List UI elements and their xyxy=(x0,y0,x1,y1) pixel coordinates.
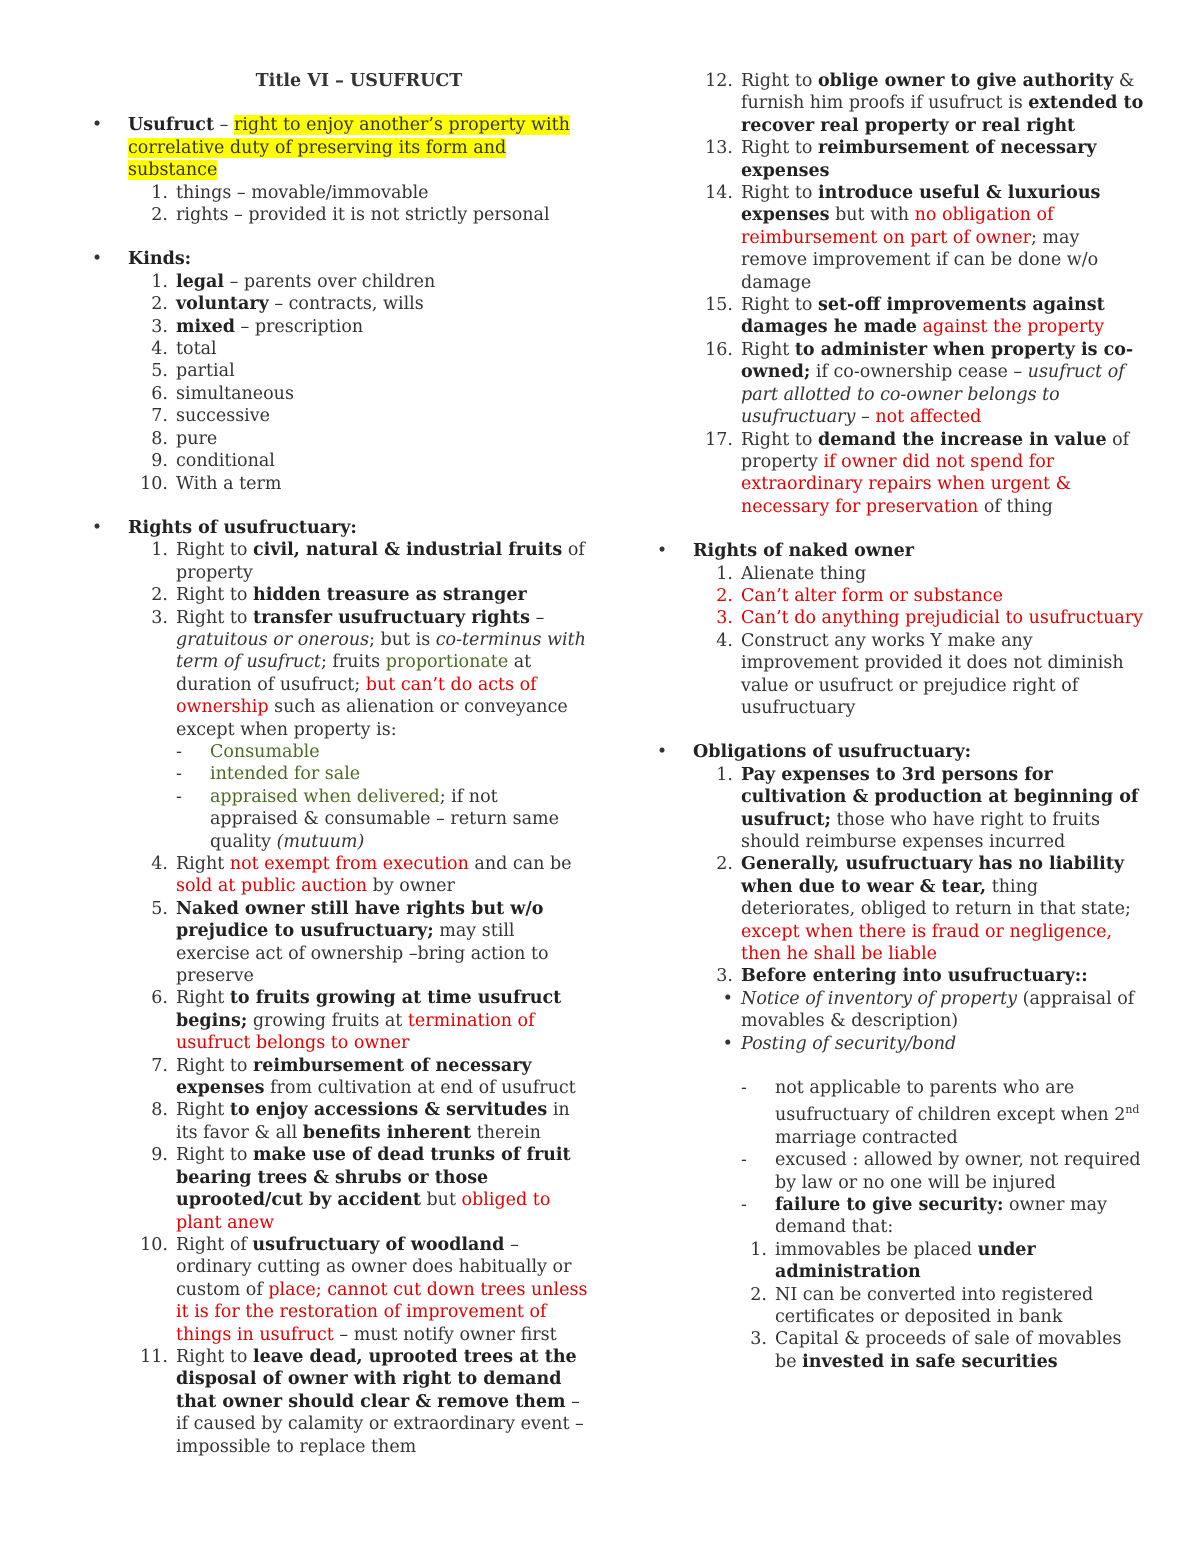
list-item: 12. Right to oblige owner to give authority & furnish him proofs if usufruct is extended to recover real property or real right xyxy=(705,71,1144,136)
bullet-icon: • xyxy=(656,541,668,562)
sub-item: - failure to give security: owner may demand that: xyxy=(741,1194,1107,1238)
list-item: 9. conditional xyxy=(151,451,275,472)
list-item: 7. Right to reimbursement of necessary expenses from cultivation at end of usufruct xyxy=(151,1055,576,1099)
obligations-heading: • Obligations of usufructuary: xyxy=(656,742,972,763)
usufruct-definition-text: right to enjoy another’s property with correlative duty of preserving its form and substance xyxy=(128,115,570,181)
list-item: 2. Can’t alter form or substance xyxy=(716,585,1003,606)
list-item: • Notice of inventory of property (appraisal of movables & description) xyxy=(655,988,1145,1033)
list-item: 1. Alienate thing xyxy=(716,563,867,584)
right-column xyxy=(655,70,1145,1373)
list-item: 1. legal – parents over children xyxy=(151,271,436,292)
list-item: 1. things – movable/immovable xyxy=(151,182,429,203)
list-item: 3. Can’t do anything prejudicial to usufructuary xyxy=(716,608,1144,629)
sub-item: - Consumable xyxy=(176,741,320,762)
list-item: 1. Right to civil, natural & industrial fruits of property xyxy=(151,540,585,583)
usufruct-term: Usufruct xyxy=(128,115,215,136)
list-item: 5. partial xyxy=(151,361,235,382)
list-item: 11. Right to leave dead, uprooted trees at the disposal of owner with right to demand that owner should clear & remove them – if caused by calamity or extraordinary event – impossible to replace them xyxy=(140,1346,584,1457)
list-item: 6. Right to fruits growing at time usufruct begins; growing fruits at termination of usufruct belongs to owner xyxy=(151,988,562,1054)
list-item: 3. mixed – prescription xyxy=(151,316,364,337)
list-item: 2. rights – provided it is not strictly personal xyxy=(151,205,550,226)
sub-item: 3. Capital & proceeds of sale of movables be invested in safe securities xyxy=(750,1329,1122,1372)
list-item: 17. Right to demand the increase in value of property if owner did not spend for extraordinary repairs when urgent & necessary for preservation of thing xyxy=(705,429,1130,517)
sub-item: - intended for sale xyxy=(176,764,361,785)
list-item: 10. With a term xyxy=(140,473,282,494)
bullet-icon: • xyxy=(722,1033,733,1054)
bullet-icon: • xyxy=(722,988,733,1009)
list-item: 7. successive xyxy=(151,406,271,427)
page-title: Title VI – USUFRUCT xyxy=(255,71,463,91)
bullet-icon: • xyxy=(91,517,103,538)
list-item: 8. Right to enjoy accessions & servitudes in its favor & all benefits inherent therein xyxy=(151,1100,570,1143)
list-item: 1. Pay expenses to 3rd persons for cultivation & production at beginning of usufruct; those who have right to fruits should reimburse expenses incurred xyxy=(716,764,1139,852)
list-item: 4. total xyxy=(151,339,217,360)
list-item: • Posting of security/bond xyxy=(655,1033,1145,1055)
sub-item: - not applicable to parents who are usufructuary of children except when 2nd marriage contracted xyxy=(741,1078,1140,1148)
list-item: 3. Before entering into usufructuary:: xyxy=(716,966,1088,987)
sub-item: - excused : allowed by owner, not required by law or no one will be injured xyxy=(741,1150,1141,1193)
list-item: 9. Right to make use of dead trunks of fruit bearing trees & shrubs or those uprooted/cut by accident but obliged to plant anew xyxy=(151,1145,571,1233)
list-item: 5. Naked owner still have rights but w/o prejudice to usufructuary; may still exercise act of ownership –bring action to preserve xyxy=(151,898,549,987)
list-item: 10. Right of usufructuary of woodland – ordinary cutting as owner does habitually or custom of place; cannot cut down trees unless it is for the restoration of improvement of things in usufruct – must notify owner first xyxy=(140,1234,588,1345)
sub-item: 2. NI can be converted into registered certificates or deposited in bank xyxy=(750,1284,1094,1327)
sub-item: 1. immovables be placed under administration xyxy=(750,1239,1036,1283)
list-item: 16. Right to administer when property is co-owned; if co-ownership cease – usufruct of part allotted to co-owner belongs to usufructuary – not affected xyxy=(705,339,1134,428)
list-item: 3. Right to transfer usufructuary rights – gratuitous or onerous; but is co-terminus with term of usufruct; fruits proportionate at duration of usufruct; but can’t do acts of ownership such as alienation or conveyance except when property is: xyxy=(151,607,586,740)
rights-owner-heading: • Rights of naked owner xyxy=(656,541,914,562)
list-item: 15. Right to set-off improvements against damages he made against the property xyxy=(705,295,1105,338)
list-item: 2. Right to hidden treasure as stranger xyxy=(151,585,527,606)
list-item: 6. simultaneous xyxy=(151,383,294,404)
list-item: 2. voluntary – contracts, wills xyxy=(151,294,424,315)
list-item: 4. Right not exempt from execution and can be sold at public auction by owner xyxy=(151,854,572,897)
list-item: 4. Construct any works Y make any improvement provided it does not diminish value or usufruct or prejudice right of usufructuary xyxy=(716,630,1124,718)
bullet-icon: • xyxy=(91,249,103,270)
usufruct-definition: • Usufruct – right to enjoy another’s property with correlative duty of preserving its form and substance xyxy=(91,115,570,181)
kinds-heading: • Kinds: xyxy=(91,249,192,270)
rights-usufructuary-heading: • Rights of usufructuary: xyxy=(91,517,357,538)
left-column xyxy=(90,70,590,1458)
sub-item: - appraised when delivered; if not appraised & consumable – return same quality (mutuum) xyxy=(176,786,559,852)
list-item: 14. Right to introduce useful & luxurious expenses but with no obligation of reimbursement on part of owner; may remove improvement if can be done w/o damage xyxy=(705,183,1101,293)
bullet-icon: • xyxy=(656,742,668,763)
list-item: 2. Generally, usufructuary has no liability when due to wear & tear, thing deteriorates, obliged to return in that state; except when there is fraud or negligence, then he shall be liable xyxy=(716,854,1131,965)
bullet-icon: • xyxy=(91,115,103,136)
list-item: 8. pure xyxy=(151,428,218,449)
list-item: 13. Right to reimbursement of necessary expenses xyxy=(705,138,1097,181)
